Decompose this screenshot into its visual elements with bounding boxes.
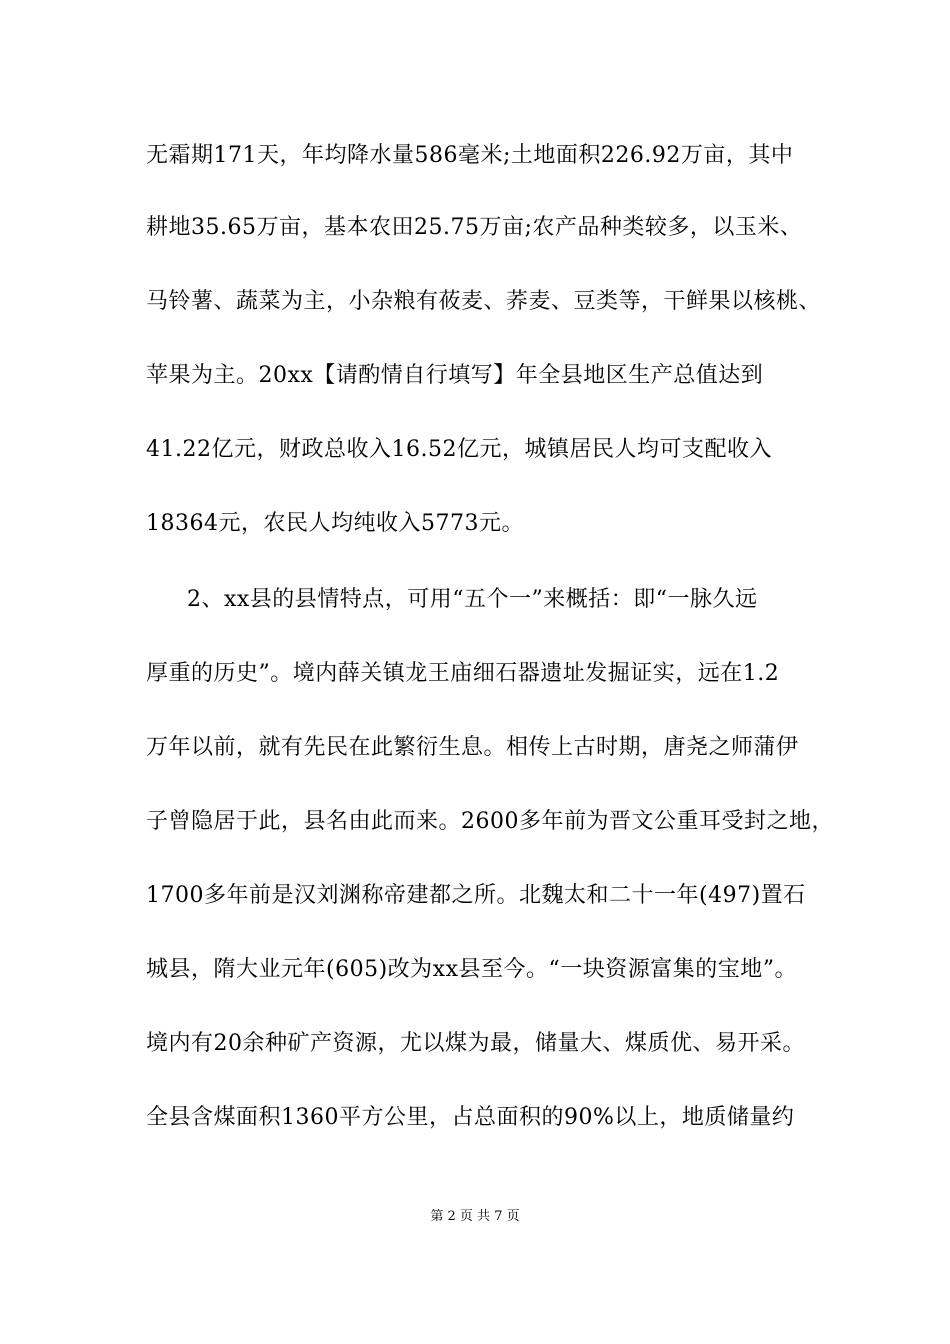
paragraph-line-1: 无霜期171天，年均降水量586毫米;土地面积226.92万亩，其中 [146, 143, 794, 168]
paragraph-line-13: 境内有20余种矿产资源，尤以煤为最，储量大、煤质优、易开采。 [146, 1031, 805, 1056]
paragraph-line-9: 万年以前，就有先民在此繁衍生息。相传上古时期，唐尧之师蒲伊 [146, 735, 799, 760]
paragraph-line-14: 全县含煤面积1360平方公里，占总面积的90%以上，地质储量约 [146, 1105, 795, 1130]
paragraph-line-3: 马铃薯、蔬菜为主，小杂粮有莜麦、荞麦、豆类等，干鲜果以核桃、 [146, 289, 822, 314]
paragraph-line-6: 18364元，农民人均纯收入5773元。 [146, 511, 524, 536]
paragraph-line-11: 1700多年前是汉刘渊称帝建都之所。北魏太和二十一年(497)置石 [146, 883, 806, 908]
paragraph-line-5: 41.22亿元，财政总收入16.52亿元，城镇居民人均可支配收入 [146, 437, 772, 462]
paragraph-line-4: 苹果为主。20xx【请酌情自行填写】年全县地区生产总值达到 [146, 363, 764, 388]
page-number-footer: 第 2 页 共 7 页 [430, 1209, 520, 1224]
paragraph-line-7: 2、xx县的县情特点，可用“五个一”来概括：即“一脉久远 [187, 587, 758, 612]
paragraph-line-8: 厚重的历史”。境内薛关镇龙王庙细石器遗址发掘证实，远在1.2 [146, 661, 780, 686]
paragraph-line-10: 子曾隐居于此，县名由此而来。2600多年前为晋文公重耳受封之地， [146, 809, 834, 834]
paragraph-line-12: 城县，隋大业元年(605)改为xx县至今。“一块资源富集的宝地”。 [146, 957, 797, 982]
paragraph-line-2: 耕地35.65万亩，基本农田25.75万亩;农产品种类较多，以玉米、 [146, 215, 803, 240]
